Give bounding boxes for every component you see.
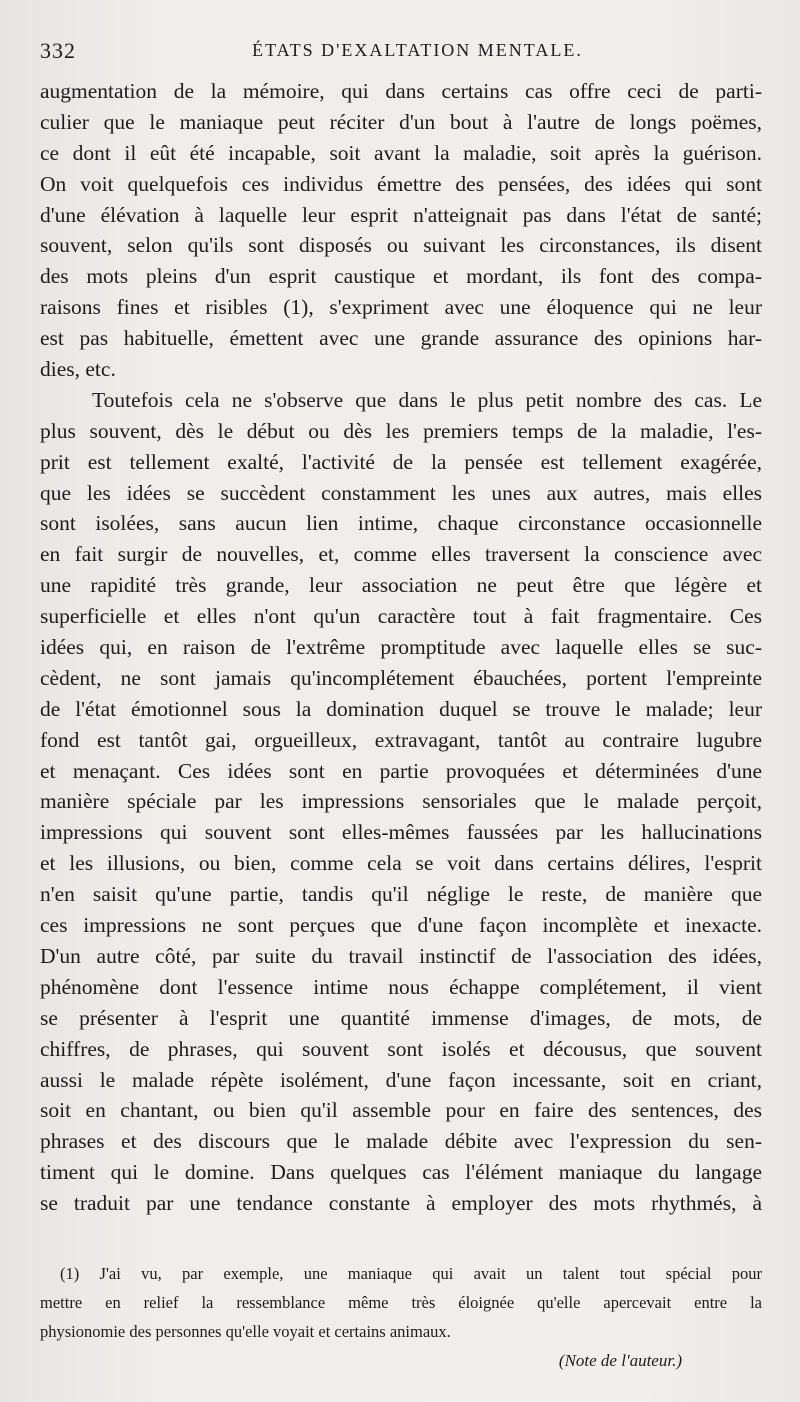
text-line: n'en saisit qu'une partie, tandis qu'il néglige le reste, de manière que (40, 882, 762, 907)
text-line: plus souvent, dès le début ou dès les premiers temps de la maladie, l'es- (40, 418, 762, 443)
text-line: se présenter à l'esprit une quantité immense d'images, de mots, de (40, 1005, 762, 1030)
page-header (40, 38, 765, 68)
text-line: que les idées se succèdent constamment les unes aux autres, mais elles (40, 480, 762, 505)
text-line: dies, etc. (40, 357, 116, 382)
text-line: phrases et des discours que le malade débite avec l'expression du sen- (40, 1129, 762, 1154)
text-line: manière spéciale par les impressions sensoriales que le malade perçoit, (40, 789, 762, 814)
footnote (40, 1259, 762, 1375)
text-line: est pas habituelle, émettent avec une grande assurance des opinions har- (40, 326, 762, 351)
text-line: d'une élévation à laquelle leur esprit n'atteignait pas dans l'état de santé; (40, 202, 762, 227)
page-number: 332 (40, 38, 76, 63)
text-line: en fait surgir de nouvelles, et, comme elles traversent la conscience avec (40, 542, 762, 567)
text-line: raisons fines et risibles (1), s'expriment avec une éloquence qui ne leur (40, 295, 762, 320)
text-line: se traduit par une tendance constante à employer des mots rhythmés, à (40, 1191, 762, 1216)
body-text (40, 76, 762, 1219)
text-line: fond est tantôt gai, orgueilleux, extravagant, tantôt au contraire lugubre (40, 727, 762, 752)
text-line: culier que le maniaque peut réciter d'un bout à l'autre de longs poëmes, (40, 109, 762, 134)
text-line: superficielle et elles n'ont qu'un caractère tout à fait fragmentaire. Ces (40, 604, 762, 629)
text-line: chiffres, de phrases, qui souvent sont isolés et décousus, que souvent (40, 1036, 762, 1061)
text-line: sont isolées, sans aucun lien intime, chaque circonstance occasionnelle (40, 511, 762, 536)
paragraph-start-line: Toutefois cela ne s'observe que dans le plus petit nombre des cas. Le (92, 387, 762, 412)
text-line: ces impressions ne sont perçues que d'une façon incomplète et inexacte. (40, 913, 762, 938)
text-line: On voit quelquefois ces individus émettre des pensées, des idées qui sont (40, 171, 762, 196)
text-line: et menaçant. Ces idées sont en partie provoquées et déterminées d'une (40, 758, 762, 783)
footnote-line: (1) J'ai vu, par exemple, une maniaque qui avait un talent tout spécial pour (60, 1264, 762, 1283)
text-line: timent qui le domine. Dans quelques cas l'élément maniaque du langage (40, 1160, 762, 1185)
text-line: des mots pleins d'un esprit caustique et mordant, ils font des compa- (40, 264, 762, 289)
text-line: ce dont il eût été incapable, soit avant la maladie, soit après la guérison. (40, 140, 762, 165)
text-line: une rapidité très grande, leur association ne peut être que légère et (40, 573, 762, 598)
footnote-line: physionomie des personnes qu'elle voyait et certains animaux. (40, 1322, 451, 1341)
running-title: ÉTATS D'EXALTATION MENTALE. (252, 40, 583, 60)
text-line: D'un autre côté, par suite du travail instinctif de l'association des idées, (40, 943, 762, 968)
text-line: soit en chantant, ou bien qu'il assemble pour en faire des sentences, des (40, 1098, 762, 1123)
text-line: et les illusions, ou bien, comme cela se voit dans certains délires, l'esprit (40, 851, 762, 876)
text-line: impressions qui souvent sont elles-mêmes faussées par les hallucinations (40, 820, 762, 845)
footnote-line: mettre en relief la ressemblance même très éloignée qu'elle apercevait entre la (40, 1293, 762, 1312)
text-line: aussi le malade répète isolément, d'une façon incessante, soit en criant, (40, 1067, 762, 1092)
text-line: idées qui, en raison de l'extrême promptitude avec laquelle elles se suc- (40, 635, 762, 660)
text-line: phénomène dont l'essence intime nous échappe complétement, il vient (40, 974, 762, 999)
footnote-credit: (Note de l'auteur.) (558, 1351, 682, 1370)
text-line: souvent, selon qu'ils sont disposés ou suivant les circonstances, ils disent (40, 233, 762, 258)
text-line: augmentation de la mémoire, qui dans certains cas offre ceci de parti- (40, 79, 762, 103)
text-line: de l'état émotionnel sous la domination duquel se trouve le malade; leur (40, 696, 762, 721)
text-line: prit est tellement exalté, l'activité de la pensée est tellement exagérée, (40, 449, 762, 474)
text-line: cèdent, ne sont jamais qu'incomplétement ébauchées, portent l'empreinte (40, 665, 762, 690)
